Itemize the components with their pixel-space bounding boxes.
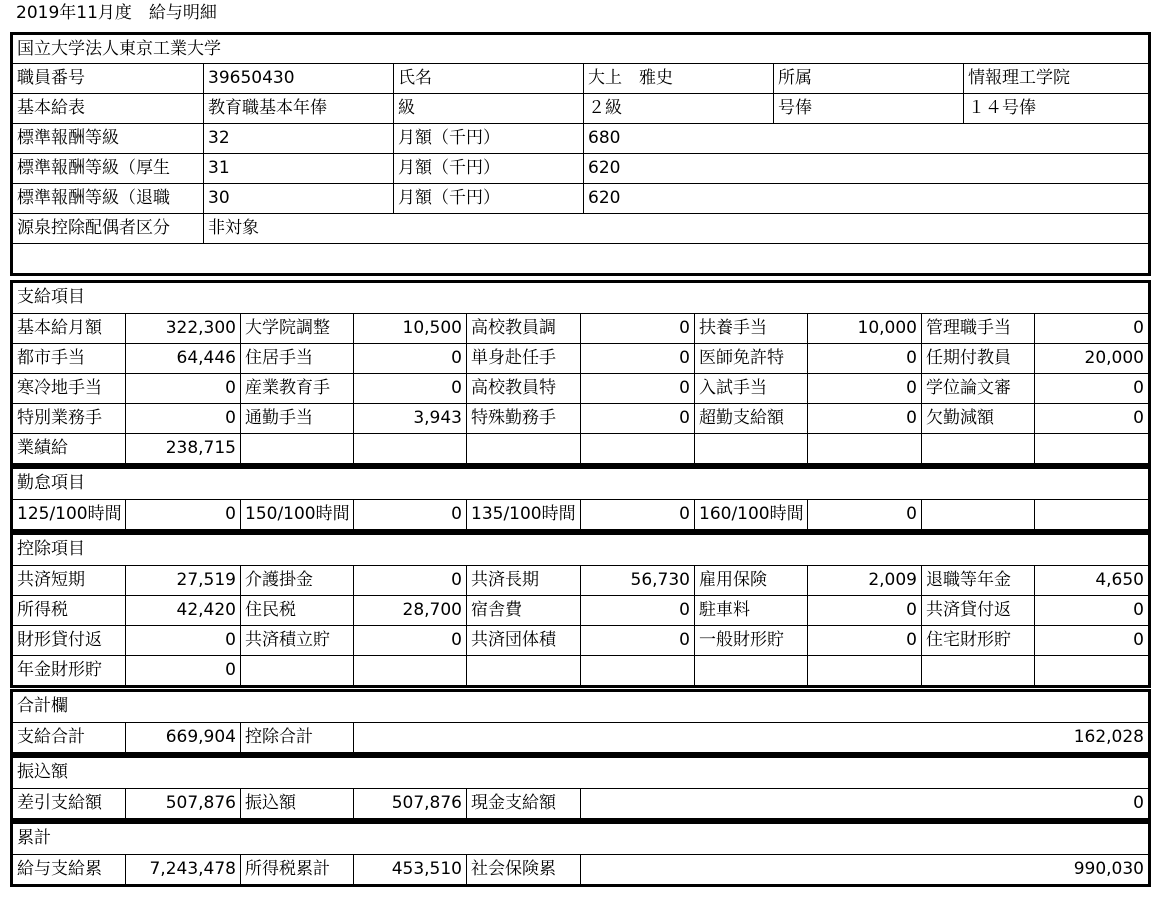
item-label: 業績給	[17, 438, 68, 458]
item-value: 3,943	[353, 404, 466, 433]
section-title: 累計	[17, 828, 51, 848]
item-value	[580, 656, 694, 685]
item-value: 0	[1034, 596, 1148, 625]
totals-section	[10, 689, 1151, 755]
table-row	[13, 213, 1148, 243]
item-value: 0	[807, 596, 921, 625]
item-label: 共済貸付返	[921, 596, 1034, 625]
table-row	[13, 758, 1148, 788]
item-value: 2,009	[807, 566, 921, 595]
item-value: 0	[807, 626, 921, 655]
item-label	[466, 656, 580, 685]
table-row	[13, 343, 1148, 373]
item-label	[240, 434, 353, 463]
item-label: 住民税	[240, 596, 353, 625]
item-label: 超勤支給額	[694, 404, 807, 433]
item-label: 125/100時間	[17, 504, 122, 524]
table-row	[13, 595, 1148, 625]
table-row	[13, 535, 1148, 565]
table-row	[13, 313, 1148, 343]
field-label: 氏名	[393, 64, 583, 93]
item-value	[353, 434, 466, 463]
item-label: 退職等年金	[921, 566, 1034, 595]
item-value	[353, 656, 466, 685]
item-label: 通勤手当	[240, 404, 353, 433]
item-label: 所得税	[17, 600, 68, 620]
item-label	[240, 656, 353, 685]
item-value: 0	[1034, 404, 1148, 433]
item-value: 0	[353, 344, 466, 373]
item-value: 0	[353, 566, 466, 595]
field-label: 月額（千円）	[393, 184, 583, 213]
item-label: 住居手当	[240, 344, 353, 373]
item-value: 10,000	[807, 314, 921, 343]
item-value: 0	[580, 404, 694, 433]
item-value	[807, 656, 921, 685]
item-value: 453,510	[353, 855, 466, 884]
item-value: 162,028	[353, 723, 1148, 752]
field-value: 情報理工学院	[963, 64, 1148, 93]
item-value: 0	[125, 626, 240, 655]
item-label: 入試手当	[694, 374, 807, 403]
item-value: 0	[807, 404, 921, 433]
item-value: 0	[353, 500, 466, 529]
item-value: 7,243,478	[125, 855, 240, 884]
item-value: 0	[580, 626, 694, 655]
item-value: 4,650	[1034, 566, 1148, 595]
item-label: 高校教員調	[466, 314, 580, 343]
table-row	[13, 243, 1148, 273]
field-value: 30	[203, 184, 393, 213]
item-value: 27,519	[125, 566, 240, 595]
table-row	[13, 63, 1148, 93]
field-label: 標準報酬等級（厚生	[17, 158, 170, 178]
table-row	[13, 35, 1148, 63]
item-label: 単身赴任手	[466, 344, 580, 373]
field-label: 標準報酬等級	[17, 128, 119, 148]
item-label: 差引支給額	[17, 793, 102, 813]
field-value: 680	[583, 124, 1148, 153]
item-label	[694, 434, 807, 463]
payment-items-section	[10, 280, 1151, 466]
item-label: 150/100時間	[240, 500, 353, 529]
item-label: 大学院調整	[240, 314, 353, 343]
field-label: 源泉控除配偶者区分	[17, 218, 170, 238]
item-label: 住宅財形貯	[921, 626, 1034, 655]
item-value: 42,420	[125, 596, 240, 625]
item-label: 駐車料	[694, 596, 807, 625]
item-label: 欠勤減額	[921, 404, 1034, 433]
item-label: 学位論文審	[921, 374, 1034, 403]
item-label: 介護掛金	[240, 566, 353, 595]
item-value	[1034, 656, 1148, 685]
item-label: 振込額	[240, 789, 353, 818]
table-row	[13, 283, 1148, 313]
field-value: １４号俸	[963, 94, 1148, 123]
item-label: 特殊勤務手	[466, 404, 580, 433]
field-label: 基本給表	[17, 98, 85, 118]
table-row	[13, 692, 1148, 722]
field-label: 級	[393, 94, 583, 123]
item-label: 160/100時間	[694, 500, 807, 529]
item-value: 0	[1034, 314, 1148, 343]
item-label: 社会保険累	[466, 855, 580, 884]
table-row	[13, 183, 1148, 213]
item-label: 任期付教員	[921, 344, 1034, 373]
table-row	[13, 722, 1148, 752]
item-value: 64,446	[125, 344, 240, 373]
field-value: 教育職基本年俸	[203, 94, 393, 123]
cumulative-section	[10, 821, 1151, 887]
item-label: 共済長期	[466, 566, 580, 595]
item-value: 238,715	[125, 434, 240, 463]
table-row	[13, 469, 1148, 499]
table-row	[13, 824, 1148, 854]
item-label: 共済積立貯	[240, 626, 353, 655]
item-value: 0	[353, 626, 466, 655]
field-value: 32	[203, 124, 393, 153]
item-value: 0	[580, 596, 694, 625]
employee-info-section	[10, 32, 1151, 276]
field-value: 39650430	[203, 64, 393, 93]
table-row	[13, 565, 1148, 595]
item-value: 0	[807, 374, 921, 403]
item-label: 所得税累計	[240, 855, 353, 884]
table-row	[13, 93, 1148, 123]
item-value: 10,500	[353, 314, 466, 343]
item-label: 年金財形貯	[17, 660, 102, 680]
item-label: 宿舎費	[466, 596, 580, 625]
item-label	[921, 500, 1034, 529]
item-value: 0	[807, 500, 921, 529]
item-label: 共済団体積	[466, 626, 580, 655]
item-value: 56,730	[580, 566, 694, 595]
item-value: 0	[580, 500, 694, 529]
item-value: 669,904	[125, 723, 240, 752]
attendance-items-section	[10, 466, 1151, 532]
item-value: 28,700	[353, 596, 466, 625]
item-label: 一般財形貯	[694, 626, 807, 655]
item-label: 医師免許特	[694, 344, 807, 373]
item-label: 扶養手当	[694, 314, 807, 343]
item-value: 0	[125, 404, 240, 433]
item-value: 0	[580, 789, 1148, 818]
section-title: 振込額	[17, 762, 68, 782]
field-value: 620	[583, 184, 1148, 213]
field-value: 大上 雅史	[583, 64, 773, 93]
item-label: 寒冷地手当	[17, 378, 102, 398]
item-label: 都市手当	[17, 348, 85, 368]
item-label: 135/100時間	[466, 500, 580, 529]
item-label: 産業教育手	[240, 374, 353, 403]
field-label: 号俸	[773, 94, 963, 123]
item-label: 給与支給累	[17, 859, 102, 879]
item-value: 507,876	[125, 789, 240, 818]
item-value: 20,000	[1034, 344, 1148, 373]
item-value: 0	[580, 344, 694, 373]
section-title: 支給項目	[17, 287, 85, 307]
page-title: 2019年11月度 給与明細	[16, 3, 217, 23]
item-label: 高校教員特	[466, 374, 580, 403]
deduction-items-section	[10, 532, 1151, 688]
table-row	[13, 625, 1148, 655]
item-label	[921, 434, 1034, 463]
item-value: 507,876	[353, 789, 466, 818]
item-label: 控除合計	[240, 723, 353, 752]
item-label: 共済短期	[17, 570, 85, 590]
field-value: ２級	[583, 94, 773, 123]
item-value: 0	[125, 656, 240, 685]
item-label: 管理職手当	[921, 314, 1034, 343]
item-label	[694, 656, 807, 685]
item-value	[580, 434, 694, 463]
item-label	[921, 656, 1034, 685]
item-value	[1034, 500, 1148, 529]
item-value: 0	[1034, 626, 1148, 655]
field-label: 職員番号	[17, 68, 85, 88]
field-label: 所属	[773, 64, 963, 93]
institution-name: 国立大学法人東京工業大学	[17, 39, 221, 59]
item-label: 雇用保険	[694, 566, 807, 595]
field-value: 非対象	[203, 214, 1148, 243]
item-value: 0	[125, 374, 240, 403]
item-value: 0	[1034, 374, 1148, 403]
item-value: 322,300	[125, 314, 240, 343]
item-value	[1034, 434, 1148, 463]
item-label: 基本給月額	[17, 318, 102, 338]
field-label: 月額（千円）	[393, 154, 583, 183]
item-value: 990,030	[580, 855, 1148, 884]
item-value: 0	[580, 314, 694, 343]
field-label: 標準報酬等級（退職	[17, 188, 170, 208]
item-value	[807, 434, 921, 463]
table-row	[13, 499, 1148, 529]
section-title: 控除項目	[17, 539, 85, 559]
item-value: 0	[125, 500, 240, 529]
table-row	[13, 403, 1148, 433]
table-row	[13, 373, 1148, 403]
transfer-section	[10, 755, 1151, 821]
field-value: 620	[583, 154, 1148, 183]
section-title: 勤怠項目	[17, 473, 85, 493]
item-label: 現金支給額	[466, 789, 580, 818]
item-value: 0	[353, 374, 466, 403]
item-label: 財形貸付返	[17, 630, 102, 650]
field-value: 31	[203, 154, 393, 183]
item-value: 0	[807, 344, 921, 373]
table-row	[13, 153, 1148, 183]
item-label	[466, 434, 580, 463]
table-row	[13, 854, 1148, 884]
table-row	[13, 123, 1148, 153]
item-label: 特別業務手	[17, 408, 102, 428]
table-row	[13, 655, 1148, 685]
item-label: 支給合計	[17, 727, 85, 747]
section-title: 合計欄	[17, 696, 68, 716]
table-row	[13, 788, 1148, 818]
table-row	[13, 433, 1148, 463]
field-label: 月額（千円）	[393, 124, 583, 153]
item-value: 0	[580, 374, 694, 403]
